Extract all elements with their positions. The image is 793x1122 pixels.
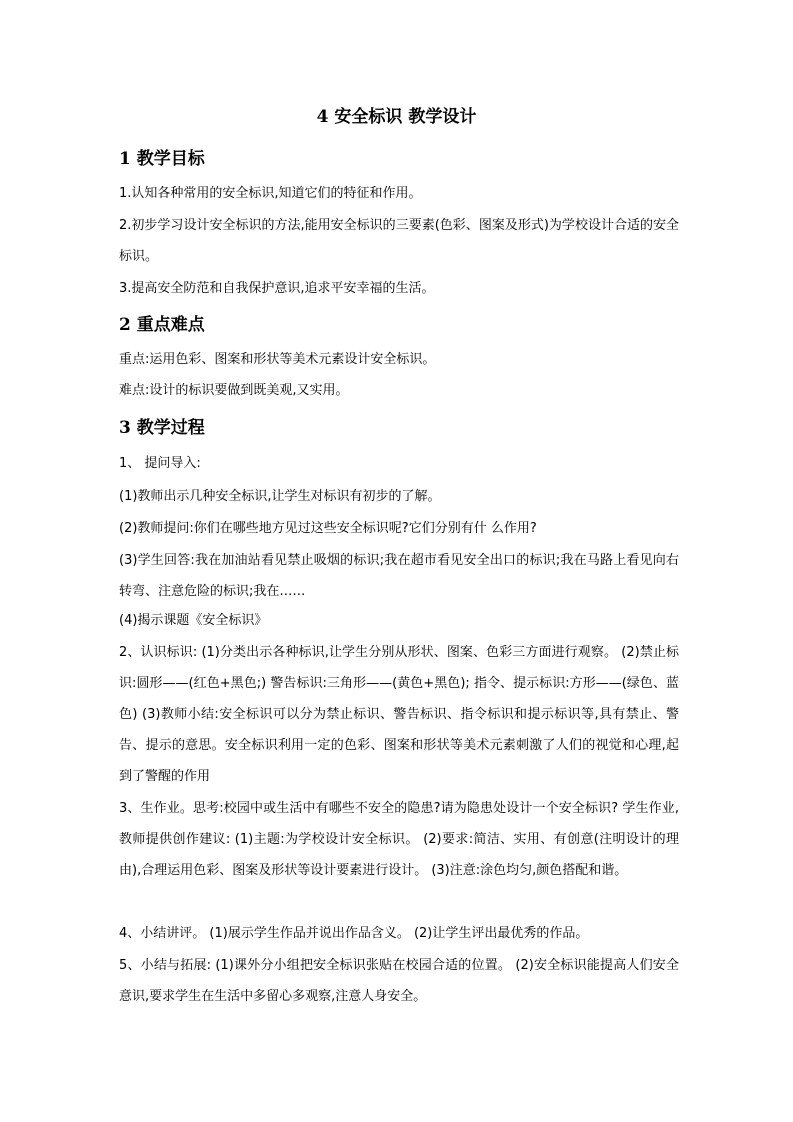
paragraph: (1)教师出示几种安全标识,让学生对标识有初步的了解。	[119, 489, 441, 504]
paragraph: (3)学生回答:我在加油站看见禁止吸烟的标识;我在超市看见安全出口的标识;我在马路上看见向右转弯、注意危险的标识;我在……	[119, 553, 679, 599]
paragraph: 5、小结与拓展: (1)课外分小组把安全标识张贴在校园合适的位置。 (2)安全标识能提高人们安全意识,要求学生在生活中多留心多观察,注意人身安全。	[119, 958, 679, 1004]
paragraph: 2、认识标识: (1)分类出示各种标识,让学生分别从形状、图案、色彩三方面进行观察。 (2)禁止标识:圆形——(红色+黑色;) 警告标识:三角形——(黄色+黑色); 指令、提示标识:方形——(绿色、蓝色) (3)教师小结:安全标识可以分为禁止标识、警告标识、指令标识和提示标识等,具有禁止、警告、提示的意思。安全标识利用一定的色彩、图案和形状等美术元素刺激了人们的视觉和心理,起到了警醒的作用	[119, 645, 679, 784]
paragraph: 难点:设计的标识要做到既美观,又实用。	[119, 383, 349, 398]
section-heading-key-points: 2 重点难点	[119, 315, 205, 335]
paragraph: 重点:运用色彩、图案和形状等美术元素设计安全标识。	[119, 352, 436, 367]
section-heading-objectives: 1 教学目标	[119, 149, 205, 169]
paragraph: 3、生作业。思考:校园中或生活中有哪些不安全的隐患?请为隐患处设计一个安全标识? 学生作业,教师提供创作建议: (1)主题:为学校设计安全标识。 (2)要求:简洁、实用、有创意(注明设计的理由),合理运用色彩、图案及形状等设计要素进行设计。 (3)注意:涂色均匀,颜色搭配和谐。	[119, 801, 679, 878]
paragraph: (4)揭示课题《安全标识》	[119, 613, 268, 628]
section-heading-process: 3 教学过程	[119, 418, 205, 438]
document-title: 4 安全标识 教学设计	[316, 107, 477, 127]
paragraph: 4、小结讲评。 (1)展示学生作品并说出作品含义。 (2)让学生评出最优秀的作品。	[119, 926, 589, 941]
paragraph: 1.认知各种常用的安全标识,知道它们的特征和作用。	[119, 186, 422, 201]
paragraph: 3.提高安全防范和自我保护意识,追求平安幸福的生活。	[119, 281, 435, 296]
paragraph: (2)教师提问:你们在哪些地方见过这些安全标识呢?它们分别有什 么作用?	[119, 521, 537, 536]
paragraph: 1、 提问导入:	[119, 456, 201, 471]
paragraph: 2.初步学习设计安全标识的方法,能用安全标识的三要素(色彩、图案及形式)为学校设计合适的安全标识。	[119, 218, 679, 264]
